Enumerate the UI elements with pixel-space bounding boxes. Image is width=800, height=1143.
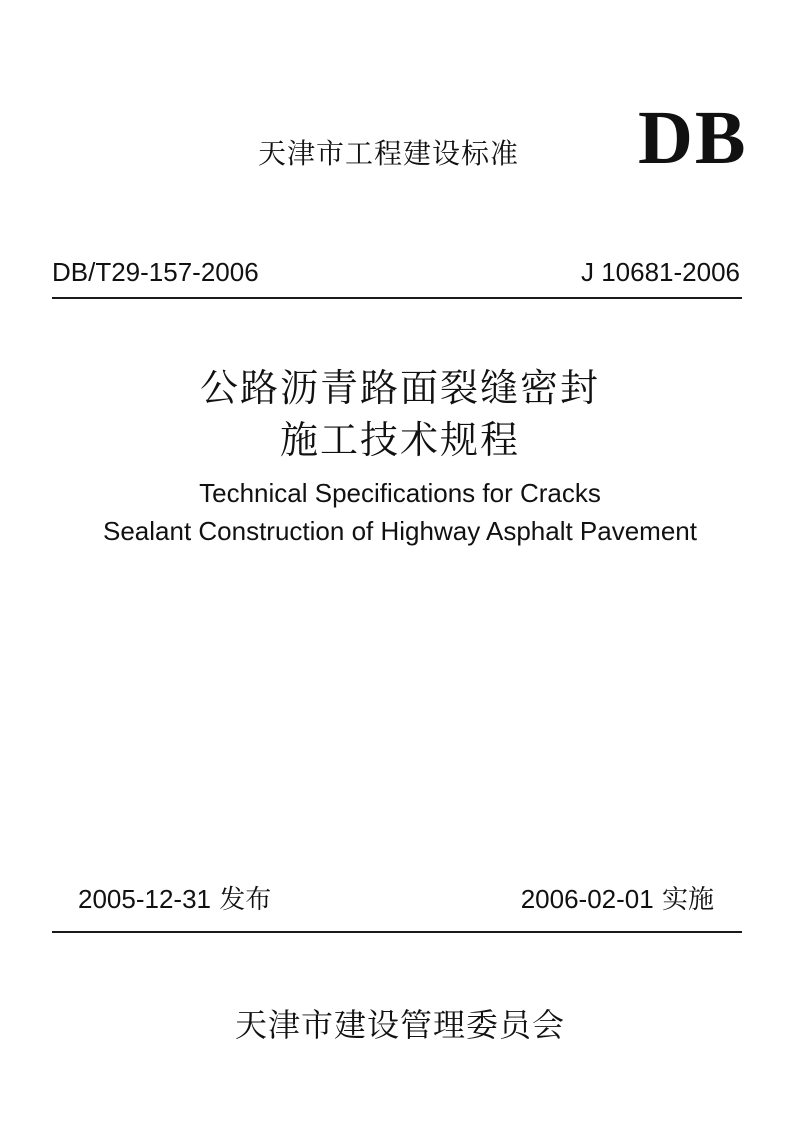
publisher: 天津市建设管理委员会	[234, 1006, 565, 1044]
bottom-divider	[52, 931, 742, 933]
title-en-line-1: Technical Specifications for Cracks	[199, 478, 601, 508]
top-divider	[52, 297, 742, 299]
document-title	[0, 362, 800, 550]
title-en-line-2: Sealant Construction of Highway Asphalt Pavement	[102, 516, 697, 546]
issue-date	[78, 879, 271, 916]
issue-date-label: 发布	[219, 885, 272, 915]
title-zh-line-1: 公路沥青路面裂缝密封	[199, 366, 600, 410]
issue-date-value: 2005-12-31	[78, 884, 211, 914]
title-zh-line-2: 施工技术规程	[279, 418, 520, 462]
implementation-date-value: 2006-02-01	[520, 884, 654, 914]
record-number: J 10681-2006	[580, 257, 740, 287]
implementation-date	[521, 879, 714, 916]
standard-series-label: 天津市工程建设标准	[258, 137, 520, 170]
db-mark: DB	[638, 96, 748, 180]
standard-number: DB/T29-157-2006	[52, 257, 259, 287]
implementation-date-label: 实施	[661, 885, 714, 915]
